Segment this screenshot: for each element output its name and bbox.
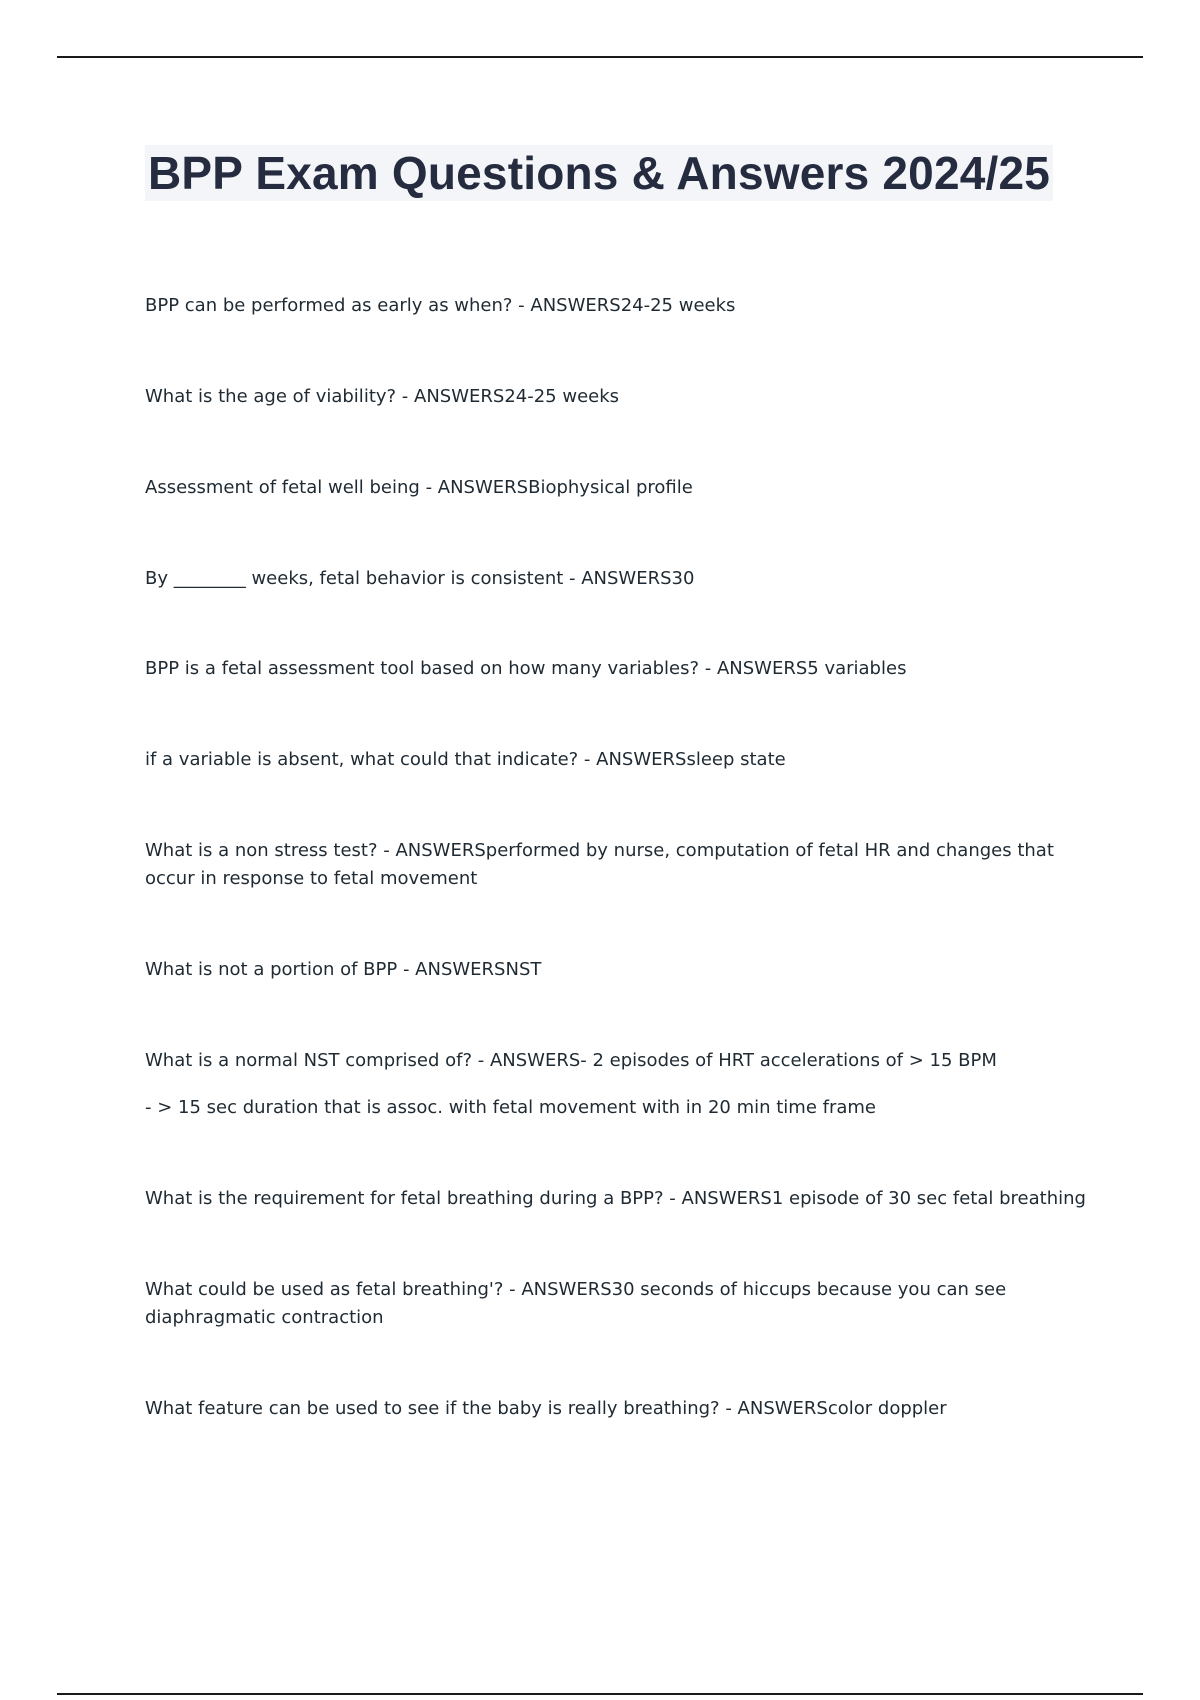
- title-highlight: [145, 145, 1053, 201]
- qa-text: What feature can be used to see if the baby is really breathing? - ANSWERScolor doppler: [145, 1398, 947, 1419]
- qa-text: BPP is a fetal assessment tool based on how many variables? - ANSWERS5 variables: [145, 658, 907, 679]
- page-title: BPP Exam Questions & Answers 2024/25: [148, 147, 1051, 199]
- qa-item: [145, 956, 1090, 984]
- qa-item: [145, 292, 1090, 320]
- top-rule: [57, 56, 1143, 58]
- qa-text: What is the requirement for fetal breathing during a BPP? - ANSWERS1 episode of 30 sec fetal breathing: [145, 1188, 1086, 1209]
- qa-item: [145, 837, 1090, 893]
- qa-text: BPP can be performed as early as when? - ANSWERS24-25 weeks: [145, 295, 736, 316]
- qa-text: What could be used as fetal breathing'? - ANSWERS30 seconds of hiccups because you can see diaphragmatic contraction: [145, 1279, 1007, 1328]
- qa-item: [145, 565, 1090, 593]
- qa-item: [145, 1395, 1090, 1423]
- qa-item: [145, 1276, 1090, 1332]
- qa-text: What is not a portion of BPP - ANSWERSNST: [145, 959, 542, 980]
- qa-text: What is a normal NST comprised of? - ANSWERS- 2 episodes of HRT accelerations of > 15 BPM: [145, 1050, 997, 1071]
- qa-item: [145, 655, 1090, 683]
- qa-text: if a variable is absent, what could that indicate? - ANSWERSsleep state: [145, 749, 786, 770]
- qa-text: What is the age of viability? - ANSWERS24-25 weeks: [145, 386, 620, 407]
- qa-item: [145, 746, 1090, 774]
- bottom-rule: [57, 1693, 1143, 1695]
- qa-item: [145, 1047, 1090, 1122]
- qa-text-continued: - > 15 sec duration that is assoc. with fetal movement with in 20 min time frame: [145, 1097, 876, 1118]
- qa-item: [145, 1185, 1090, 1213]
- qa-text: By ________ weeks, fetal behavior is consistent - ANSWERS30: [145, 568, 695, 589]
- qa-item: [145, 474, 1090, 502]
- qa-text: Assessment of fetal well being - ANSWERSBiophysical profile: [145, 477, 693, 498]
- qa-item: [145, 383, 1090, 411]
- qa-text: What is a non stress test? - ANSWERSperformed by nurse, computation of fetal HR and changes that occur in response to fetal movement: [145, 840, 1054, 889]
